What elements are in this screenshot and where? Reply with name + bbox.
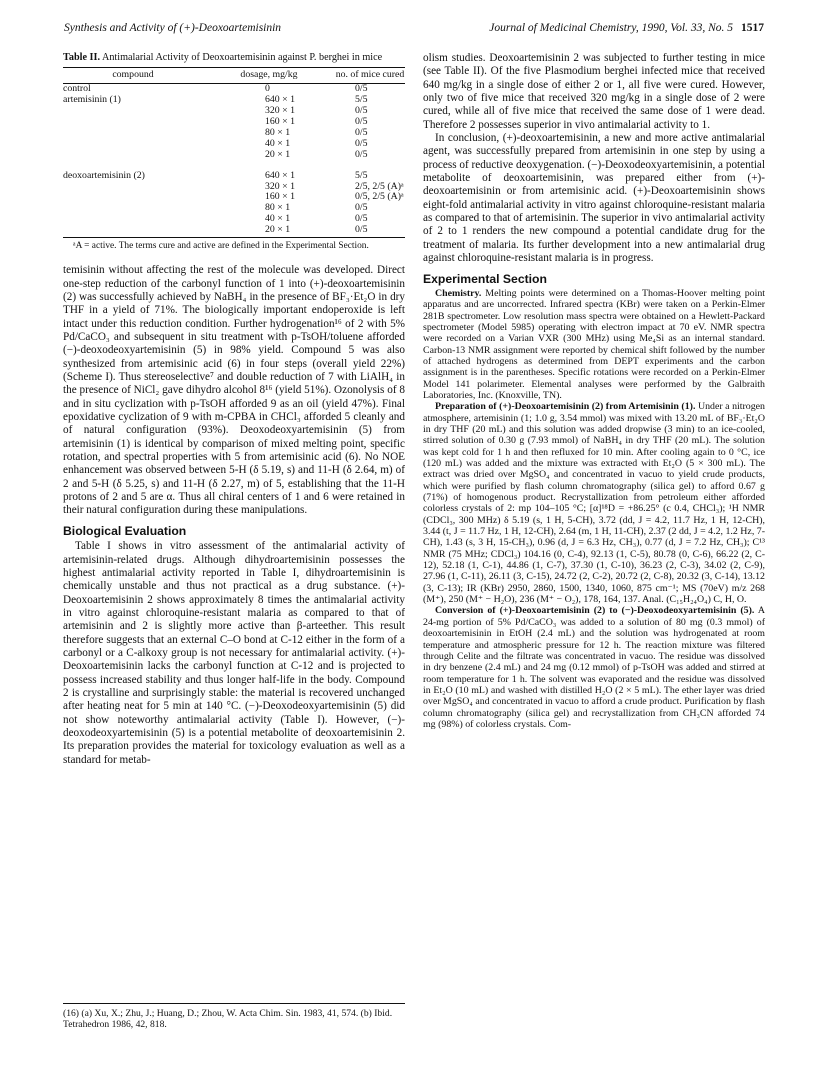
cell-compound (63, 225, 203, 237)
cell-cured: 0/5 (355, 116, 368, 128)
run-in-heading: Preparation of (+)-Deoxoartemisinin (2) from Artemisinin (1). (435, 401, 696, 413)
cell-compound: deoxoartemisinin (2) (63, 169, 145, 181)
cell-dosage: 0 (265, 83, 270, 95)
cell-cured: 0/5 (355, 83, 368, 95)
table-header-row (63, 68, 405, 84)
cell-dosage: 20 × 1 (203, 225, 335, 237)
table-row (63, 95, 405, 106)
cell-cured: 5/5 (355, 94, 368, 106)
cell-dosage: 20 × 1 (265, 148, 291, 160)
section-heading-biological-evaluation: Biological Evaluation (63, 523, 187, 538)
cell-compound (63, 192, 203, 203)
cell-compound (63, 128, 203, 139)
section-heading-experimental: Experimental Section (423, 271, 547, 286)
running-head (64, 22, 764, 38)
cell-compound (63, 150, 203, 161)
cell-dosage: 320 × 1 (265, 105, 296, 117)
right-column (423, 52, 765, 730)
results-table (63, 67, 405, 238)
cell-cured: 0/5 (355, 137, 368, 149)
cell-dosage: 40 × 1 (265, 137, 291, 149)
cell-compound (63, 139, 203, 150)
cell-dosage: 160 × 1 (265, 116, 296, 128)
table-row (63, 225, 405, 237)
body-paragraph: olism studies. Deoxoartemisinin 2 was subjected to further testing in mice (see Table II). Of the five Plasmodium berghei infected mice that received 640 mg/kg in a single dose of either 2 or 1, all five were cured. However, only two of five mice that received 320 mg/kg in a single dose of 2 were cured, while all of five mice that received the same dose of 1 were dead. Therefore 2 possesses superior in vivo antimalarial activity to 1. (423, 52, 765, 131)
cell-dosage: 640 × 1 (265, 94, 296, 106)
cell-compound (63, 182, 203, 193)
table-row (63, 171, 405, 182)
experimental-preparation (423, 401, 765, 605)
cell-dosage: 80 × 1 (265, 126, 291, 138)
cell-cured: 0/5, 2/5 (A)ᵃ (355, 191, 404, 203)
cell-dosage: 80 × 1 (265, 202, 291, 214)
cell-cured: 2/5, 2/5 (A)ᵃ (355, 180, 404, 192)
header-compound: compound (63, 68, 203, 84)
journal-name: Journal of Medicinal Chemistry, 1990, Vol. 33, No. 5 (489, 22, 733, 34)
run-in-heading: Conversion of (+)-Deoxoartemisinin (2) to (−)-Deoxodeoxyartemisinin (5). (435, 605, 755, 617)
body-paragraph: In conclusion, (+)-deoxoartemisinin, a new and more active antimalarial agent, was successfully prepared from artemisinin in one step by using a process of reductive deoxygenation. (−)-Deoxodeoxyartemisinin, a potential metabolite of deoxoartemisinin, was prepared either from (+)-deoxoartemisinin or from artemisinic acid. (+)-Deoxoartemisinin shows eight-fold antimalarial activity in vitro against chloroquine-resistant malaria as compared to that of artemisinin. The superior in vivo antimalarial activity of 2 to 1 renders the new compound a potential candidate drug for the treatment of malaria. Its further development into a new antimalarial drug against chloroquine-resistant malaria is in progress. (423, 132, 765, 265)
table-caption-text: Antimalarial Activity of Deoxoartemisinin against P. berghei in mice (101, 52, 383, 63)
body-paragraph: Table I shows in vitro assessment of the antimalarial activity of artemisinin-related drugs. Although dihydroartemisinin possesses the highest antimalarial activity reported in Table I, dihydroartemisinin is chemically unstable and thus not practical as a drug substance. (+)-Deoxoartemisinin 2 shows approximately 8 times the antimalarial activity in vitro against chloroquine-resistant malaria as compared to that of artemisinin and 2 is slightly more active than β-arteether. This result therefore suggests that an external C–O bond at C-12 either in the form of a carbonyl or a C-alkoxy group is not necessary for antimalarial activity. (+)-Deoxoartemisinin lacks the carbonyl function at C-12 and is projected to possess increased stability and thus longer half-life in the body. Compound 2 is crystalline and surprisingly stable: the material is recovered unchanged after heating neat for 5 min at 140 °C. (−)-Deoxodeoxyartemisinin (5) did not show noteworthy antimalarial activity (Table I). However, (−)-deoxodeoxyartemisinin (5) is a potential metabolite of deoxoartemisinin 2. Its preparation provides the material for toxicology evaluation as well as a standard for metab- (63, 540, 405, 766)
cell-dosage: 160 × 1 (265, 191, 296, 203)
header-dosage: dosage, mg/kg (203, 68, 335, 84)
table-row (63, 192, 405, 203)
table-row (63, 214, 405, 225)
footnote-reference: (16) (a) Xu, X.; Zhu, J.; Huang, D.; Zhou, W. Acta Chim. Sin. 1983, 41, 574. (b) Ibid. Tetrahedron 1986, 42, 818. (63, 1003, 405, 1031)
paragraph-text: Under a nitrogen atmosphere, artemisinin (1; 1.0 g, 3.54 mmol) was mixed with 13.20 mL of BF₃·Et₂O in dry THF (20 mL) and this solution was added dropwise (3 min) to an ice-cooled, stirred solution of 0.30 g (7.93 mmol) of NaBH₄ in dry THF (20 mL). The solution was kept cold for 1 h and then refluxed for 10 min. After cooling again to 0 °C, ice (120 mL) was added and the mixture was extracted with Et₂O (5 × 300 mL). The extract was dried over MgSO₄ and concentrated in vacuo to yield crude products, which were purified by flash column chromatography (silica gel) to afford 0.67 g (71%) of homogenous product. Recrystallization from petroleum either afforded colorless crystals of 2: mp 104–105 °C; [α]¹⁸D = +86.25° (c 0.4, CHCl₃); ¹H NMR (CDCl₃, 300 MHz) δ 5.19 (s, 1 H, 5-CH), 3.72 (dd, J = 4.2, 11.7 Hz, 1 H, 12-CH), 3.44 (t, J = 11.7 Hz, 1 H, 12-CH), 2.64 (m, 1 H, 11-CH), 2.37 (2 dd, J = 4.2, 1.2 Hz, 7-CH), 1.43 (s, 3 H, 15-CH₃), 0.96 (d, J = 6.3 Hz, CH₃), 0.77 (d, J = 7.2 Hz, CH₃); C¹³ NMR (75 MHz; CDCl₃) 104.16 (0, C-4), 92.13 (1, C-5), 80.78 (0, C-6), 66.22 (2, C-12), 52.18 (1, C-1), 44.86 (1, C-7), 37.30 (1, C-10), 36.23 (2, C-3), 34.02 (2, C-9), 27.96 (1, C-11), 26.11 (3, C-15), 24.72 (2, C-2), 20.72 (2, C-8), 20.32 (3, C-14), 13.12 (3, C-13); IR (KBr) 2950, 2860, 1500, 1340, 1060, 875 cm⁻¹; MS (70eV) m/z 268 (M⁺), 250 (M⁺ − H₂O), 236 (M⁺ − O₂), 178, 164, 137. Anal. (C₁₅H₂₄O₄) C, H, O. (423, 401, 765, 606)
cell-compound (63, 117, 203, 128)
cell-compound (63, 214, 203, 225)
run-in-heading: Chemistry. (435, 287, 482, 299)
journal-citation (489, 22, 764, 34)
cell-dosage: 40 × 1 (265, 213, 291, 225)
body-paragraph: temisinin without affecting the rest of the molecule was developed. Direct one-step reduction of the carbonyl function of 1 into (+)-deoxoartemisinin (2) was successfully achieved by NaBH₄ in the presence of BF₃·Et₂O in dry THF in a yield of 71%. The biologically important endoperoxide is left intact under this reduction condition. Further hydrogenation¹⁶ of 2 with 5% Pd/CaCO₃ and subsequent in situ treatment with p-TsOH/toluene afforded (−)-deoxodeoxyartemisinin (5) in 98% yield. Compound 5 was also synthesized from artemisinic acid (6) in four steps (overall yield 22%) (Scheme I). Thus stereoselective⁷ and double reduction of 7 with LiAlH₄ in the presence of NiCl₂ gave dihydro alcohol 8¹⁶ (yield 51%). Ozonolysis of 8 and in situ cyclization with p-TsOH afforded 9 as an oil (yield 47%). Final epoxidative cyclization of 9 with m-CPBA in CHCl₃ afforded 5 cleanly and of natural configuration (93%). Deoxodeoxyartemisinin (5) from artemisinin (1) is identical by comparison of mixed melting point, specific rotation, and spectral properties with 5 from artemisinic acid (6). No NOE enhancement was observed between 5-H (δ 5.19, s) and 11-H (δ 2.64, m) of 2 and 5-H (δ 5.25, s) and 11-H (δ 2.27, m) of 5, establishing that the 11-H protons of 2 and 5 are α. Thus all chiral centers of 1 and 6 were retained in their natural configuration during these manipulations. (63, 264, 405, 517)
cell-cured: 0/5 (355, 148, 368, 160)
cell-compound: control (63, 83, 91, 95)
table-row (63, 106, 405, 117)
table-row (63, 150, 405, 161)
cell-dosage: 640 × 1 (265, 169, 296, 181)
cell-cured: 0/5 (355, 105, 368, 117)
page-number: 1517 (741, 22, 764, 34)
cell-compound: artemisinin (1) (63, 94, 121, 106)
cell-cured: 0/5 (335, 225, 405, 237)
cell-cured: 0/5 (355, 213, 368, 225)
cell-cured: 0/5 (355, 126, 368, 138)
cell-compound (63, 203, 203, 214)
cell-dosage: 320 × 1 (265, 180, 296, 192)
paragraph-text: A 24-mg portion of 5% Pd/CaCO₃ was added to a solution of 80 mg (0.3 mmol) of deoxoartemisinin in EtOH (2.4 mL) and the solution was hydrogenated at room temperature and atmospheric pressure for 12 h. The reaction mixture was filtered through Celite and the filtrate was concentrated in vacuo. The residue was dissolved in dry benzene (2.4 mL) and 24 mg (0.12 mmol) of p-TsOH was added and stirred at room temperature for 1 h. The solvent was evaporated and the residue was dissolved in Et₂O (10 mL) and washed with distilled H₂O (2 × 5 mL). The ether layer was dried over MgSO₄ and concentrated in vacuo to afford a crude product. Purification by flash column chromatography (silica gel) and recrystallization from CH₃CN afforded 74 mg (98%) of colorless crystals. Com- (423, 605, 765, 730)
experimental-conversion (423, 605, 765, 730)
table-footnote: ᵃA = active. The terms cure and active are defined in the Experimental Section. (73, 241, 369, 252)
table-caption-label: Table II. (63, 52, 100, 63)
header-mice-cured: no. of mice cured (335, 68, 405, 84)
left-column (63, 52, 405, 767)
running-title: Synthesis and Activity of (+)-Deoxoartemisinin (64, 22, 282, 34)
experimental-chemistry (423, 288, 765, 401)
cell-cured: 5/5 (355, 169, 368, 181)
table-row (63, 128, 405, 139)
table-caption (63, 52, 405, 64)
table-row (63, 203, 405, 214)
table-row (63, 182, 405, 193)
cell-compound (63, 106, 203, 117)
cell-cured: 0/5 (355, 202, 368, 214)
table-row (63, 117, 405, 128)
paragraph-text: Melting points were determined on a Thomas-Hoover melting point apparatus and are uncorrected. Infrared spectra (KBr) were taken on a Perkin-Elmer 281B spectrometer. Low resolution mass spectra were obtained on a Hewlett-Packard spectrometer (Model 5985) operating with electron impact at 70 eV. NMR spectra were recorded on a Varian VXR (300 MHz) using Me₄Si as an internal standard. Carbon-13 NMR assignment were reported by chemical shift followed by the number of attached hydrogens as determined from DEPT experiments and the carbon assignment is in the parentheses. Specific rotations were recorded on a Perkin-Elmer Model 141 polarimeter. Elemental analyses were performed by the Galbraith Laboratories, Inc. (Knoxville, TN). (423, 287, 765, 401)
table-row (63, 139, 405, 150)
